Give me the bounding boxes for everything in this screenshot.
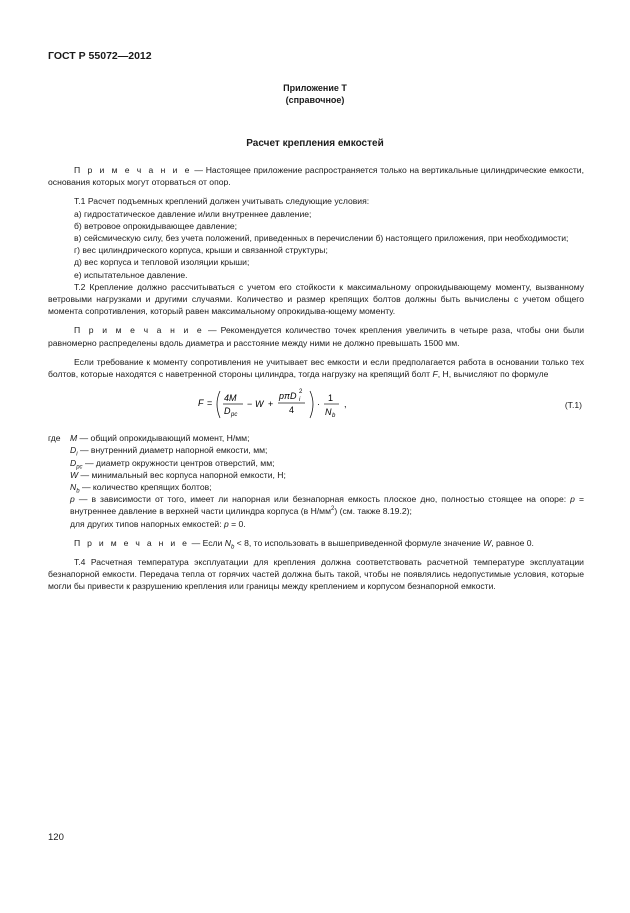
symbol: N [70, 482, 77, 493]
definition: — минимальный вес корпуса напорной емкости, Н; [78, 469, 286, 480]
note-3 [48, 537, 584, 549]
definition: для других типов напорных емкостей: [70, 518, 224, 529]
where-item [70, 432, 584, 444]
page-number: 120 [48, 832, 64, 843]
where-item [70, 481, 584, 493]
symbol: p [70, 494, 75, 505]
t1-item-a: а) гидростатическое давление и/или внутреннее давление; [74, 208, 312, 219]
where-item [70, 457, 584, 469]
definition: — диаметр окружности центров отверстий, мм; [82, 457, 275, 468]
formula-lhs: F [198, 398, 204, 409]
den3-sub: b [332, 413, 336, 420]
note-text: — Настоящее приложение распространяется только на вертикальные цилиндрические емкости, основания которых могут оторваться от опор. [48, 165, 584, 188]
den1: D [224, 406, 231, 417]
symbol-sub: i [76, 452, 78, 459]
definition: — общий опрокидывающий момент, Н/мм; [77, 433, 250, 444]
note-text: — Рекомендуется количество точек крепления увеличить в четыре раза, чтобы они были равномерно распределены вдоль диаметра и расстояние между ними не должно превышать 1500 мм. [48, 325, 584, 348]
definition: — в зависимости от того, имеет ли напорная или безнапорная емкость плоское дно, полностью стоящее на опоре: [74, 494, 571, 505]
where-block [48, 432, 584, 530]
num2: pπD [279, 391, 297, 402]
definition: = 0. [228, 518, 246, 529]
note-label: П р и м е ч а н и е [74, 165, 192, 175]
where-item [70, 444, 584, 459]
formula-intro [48, 356, 584, 380]
t2-paragraph: Т.2 Крепление должно рассчитываться с учетом его стойкости к максимальному опрокидывающему моменту, вызванному ветровыми нагрузками и другими случаями. Количество и размер крепящих болтов должны быть вычислены с учетом общего момента сопротивления, который равен максимальному опрокидыва-ющему моменту. [48, 281, 584, 317]
note-label: П р и м е ч а н и е [74, 325, 204, 336]
where-item [70, 469, 584, 481]
den3: N [325, 407, 332, 418]
body-text [48, 164, 584, 593]
num3: 1 [328, 393, 334, 404]
symbol-sub: pc [76, 464, 83, 471]
formula-graphic [198, 386, 458, 426]
symbol: W [70, 469, 79, 480]
symbol-sub: b [76, 488, 80, 495]
symbol: W [483, 537, 492, 548]
dot: · [317, 399, 320, 410]
den1-sub: pc [231, 412, 238, 419]
num2-sup: 2 [299, 389, 303, 396]
superscript: 2 [331, 506, 335, 513]
note-text: < 8, то использовать в вышеприведенной формуле значение [234, 537, 484, 548]
note-2 [48, 324, 584, 348]
t1-intro: Т.1 Расчет подъемных креплений должен учитывать следующие условия: [74, 196, 370, 207]
t4-paragraph: Т.4 Расчетная температура эксплуатации для крепления должна соответствовать расчетной температуре эксплуатации безнапорной емкости. Передача тепла от горячих частей должна быть такой, чтобы не появлялись недопустимые условия, которые могли бы привести к разрушению крепления или границы между креплением и корпусом безнапорной емкости. [48, 557, 584, 592]
comma: , [344, 399, 347, 410]
plus: + [268, 399, 274, 410]
minus: − [247, 399, 253, 410]
formula-t1 [48, 386, 584, 426]
den2: 4 [289, 405, 295, 416]
num2-sub: i [299, 397, 301, 404]
appendix-title: Приложение Т [283, 83, 347, 93]
w-symbol: W [255, 399, 264, 410]
var-F: F [432, 369, 438, 380]
symbol: M [70, 433, 78, 444]
where-label: где [48, 433, 61, 444]
symbol: N [224, 537, 231, 548]
symbol: p [570, 494, 575, 505]
t1-item-d: г) вес цилиндрического корпуса, крыши и связанной структуры; [74, 245, 328, 256]
symbol: D [70, 445, 77, 456]
where-item-p [70, 493, 584, 517]
definition: ) (см. также 8.19.2); [334, 506, 412, 517]
note-text: , равное 0. [491, 537, 534, 548]
t1-item-b: б) ветровое опрокидывающее давление; [74, 220, 238, 231]
definition: — внутренний диаметр напорной емкости, мм; [77, 445, 268, 456]
t1-item-c: в) сейсмическую силу, без учета положений, приведенных в перечислении б) настоящего приложения, при необходимости; [74, 233, 569, 244]
where-item-p-other [70, 518, 584, 530]
symbol-sub: b [230, 544, 235, 551]
note-text: — Если [189, 537, 225, 548]
num1: 4M [224, 393, 237, 404]
standard-header: ГОСТ Р 55072—2012 [48, 50, 152, 62]
left-paren [217, 391, 220, 418]
t1-item-f: е) испытательное давление. [74, 269, 188, 280]
note-label: П р и м е ч а н и е [74, 537, 190, 548]
formula-eq: = [207, 398, 213, 409]
formula-number: (Т.1) [564, 400, 582, 411]
definition: = внутреннее давление в верхней части цилиндра корпуса (в Н/мм [70, 494, 585, 517]
symbol: D [70, 457, 77, 468]
note-1 [48, 164, 584, 188]
t1-item-e: д) вес корпуса и тепловой изоляции крыши; [74, 257, 250, 268]
symbol: p [223, 518, 229, 529]
appendix-subtitle: (справочное) [285, 95, 345, 105]
right-paren [310, 391, 313, 418]
text-span: Если требование к моменту сопротивления не учитывает вес емкости и если предполагается работа в основании только тех болтов, которые находятся с наветренной стороны цилиндра, тогда нагрузку на крепящий болт [48, 356, 584, 380]
text-span: , Н, вычисляют по формуле [437, 369, 549, 380]
section-title: Расчет крепления емкостей [246, 138, 384, 149]
definition: — количество крепящих болтов; [79, 482, 212, 493]
